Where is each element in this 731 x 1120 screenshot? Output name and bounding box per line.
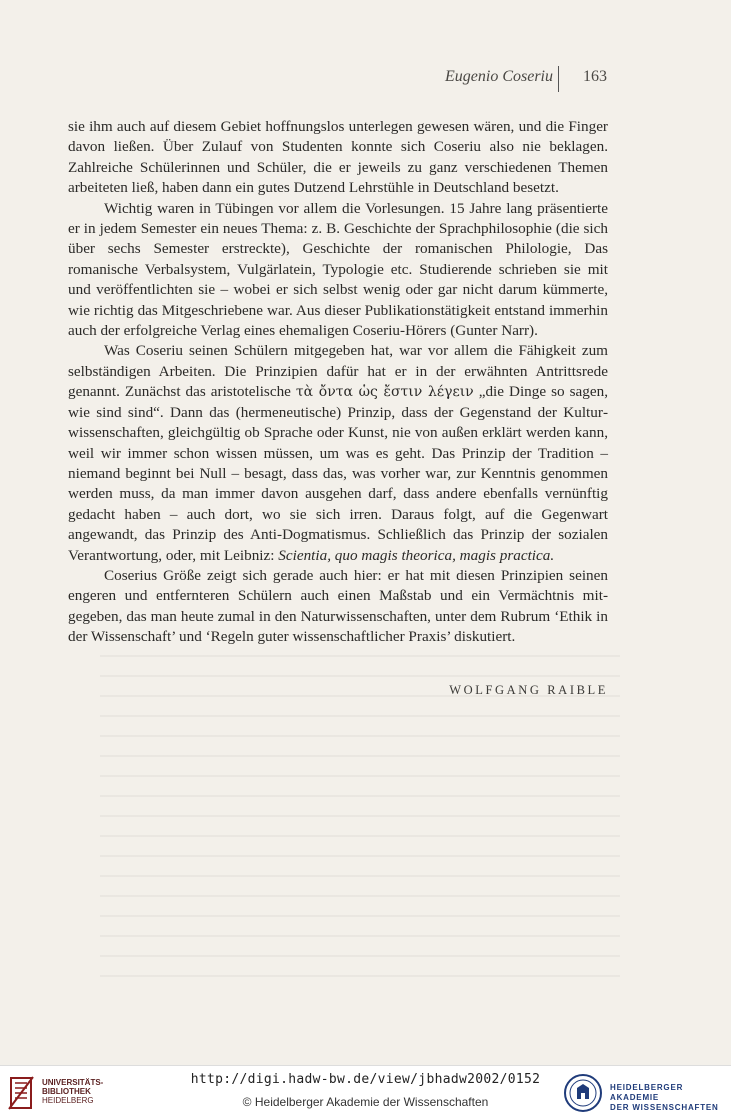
academy-line-1: HEIDELBERGER AKADEMIE bbox=[610, 1083, 684, 1102]
running-title: Eugenio Coseriu bbox=[445, 68, 553, 85]
paragraph-3-text-a: Was Coseriu seinen Schülern mitgegeben hat, war vor allem die Fähigkeit zum selbständigen Arbeiten. Die Prinzipien dafür hat er in der erwähnten Antrittsrede genannt. Zunächst das aristotelische bbox=[68, 342, 608, 401]
paragraph-3 bbox=[68, 341, 608, 565]
latin-quote: Scientia, quo magis theorica, magis practica. bbox=[278, 546, 555, 564]
academy-label[interactable] bbox=[610, 1083, 731, 1113]
academy-line-2: DER WISSENSCHAFTEN bbox=[610, 1103, 719, 1112]
paragraph-2: Wichtig waren in Tübingen vor allem die Vorlesungen. 15 Jahre lang präsentierte er in jedem Semester ein neues Thema: z. B. Geschichte der Sprachphilosophie (die sich über sechs Semester erstreckte), Geschichte der romanischen Philologie, Das romanische Verbalsystem, Vulgärlatein, Typologie etc. Studierende schrieben sie mit und veröffentlichten sie – wobei er sich selbst wenig oder gar nicht darum kümmerte, wie richtig das Mitgeschriebene war. Aus dieser Publikationstätigkeit entstand immerhin auch der erfolgreiche Verlag eines ehemaligen Coseriu-Hörers (Gunter Narr). bbox=[68, 199, 608, 340]
ub-line-3: HEIDELBERG bbox=[42, 1096, 94, 1105]
bleed-through-texture bbox=[100, 655, 620, 985]
ub-line-1: UNIVERSITÄTS- bbox=[42, 1078, 104, 1087]
paragraph-4: Coserius Größe zeigt sich gerade auch hier: er hat mit diesen Prinzipien seinen engeren und entfernteren Schülern auch einen Maßstab und ein Vermächtnis mitgegeben, das man heute zumal in den Naturwissenschaften, unter dem Rubrum ‘Ethik in der Wissenschaft’ und ‘Regeln guter wissenschaftlicher Praxis’ diskutiert. bbox=[68, 566, 608, 646]
academy-seal-icon[interactable] bbox=[563, 1073, 603, 1113]
page-header bbox=[0, 66, 731, 96]
page-number: 163 bbox=[583, 68, 607, 85]
permalink-url[interactable]: http://digi.hadw-bw.de/view/jbhadw2002/0152 bbox=[190, 1072, 541, 1087]
body-text bbox=[68, 117, 608, 648]
copyright-notice: © Heidelberger Akademie der Wissenschaften bbox=[242, 1095, 489, 1109]
paragraph-3-text-b: „die Dinge so sagen, wie sind sind“. Dann das (hermeneutische) Prinzip, dass der Gegenstand der Kulturwissenschaften, gleichgültig ob Sprache oder Kunst, nie von außen erklärt werden kann, weil wir immer schon wissen müssen, um was es geht. Das Prinzip der Tradition – niemand beginnt bei Null – besagt, dass das, was vorher war, zur Kenntnis genommen werden muss, da man immer davon ausgehen darf, dass andere ebenfalls vernünftig gedacht haben – auch dort, wo sie sich irren. Daraus folgt, auf die Gegenwart angewandt, das Prinzip des Anti-Dogmatismus. Schließlich das Prinzip der sozialen Verantwortung, oder, mit Leibniz: bbox=[68, 383, 608, 564]
paragraph-1: sie ihm auch auf diesem Gebiet hoffnungslos unterlegen gewesen wären, und die Finger davon ließen. Über Zulauf von Studenten konnte sich Coseriu also nie beklagen. Zahlreiche Schülerinnen und Schüler, die er jeweils zu ganz verschiedenen Themen arbeiteten ließ, haben dann ein gutes Dutzend Lehrstühle in Deutschland besetzt. bbox=[68, 118, 608, 197]
greek-quote: τὰ ὄντα ὡς ἔστιν λέγειν bbox=[295, 384, 474, 401]
header-divider bbox=[558, 66, 559, 92]
ub-line-2: BIBLIOTHEK bbox=[42, 1087, 91, 1096]
author-signature: WOLFGANG RAIBLE bbox=[449, 683, 608, 697]
footer-bar bbox=[0, 1065, 731, 1120]
